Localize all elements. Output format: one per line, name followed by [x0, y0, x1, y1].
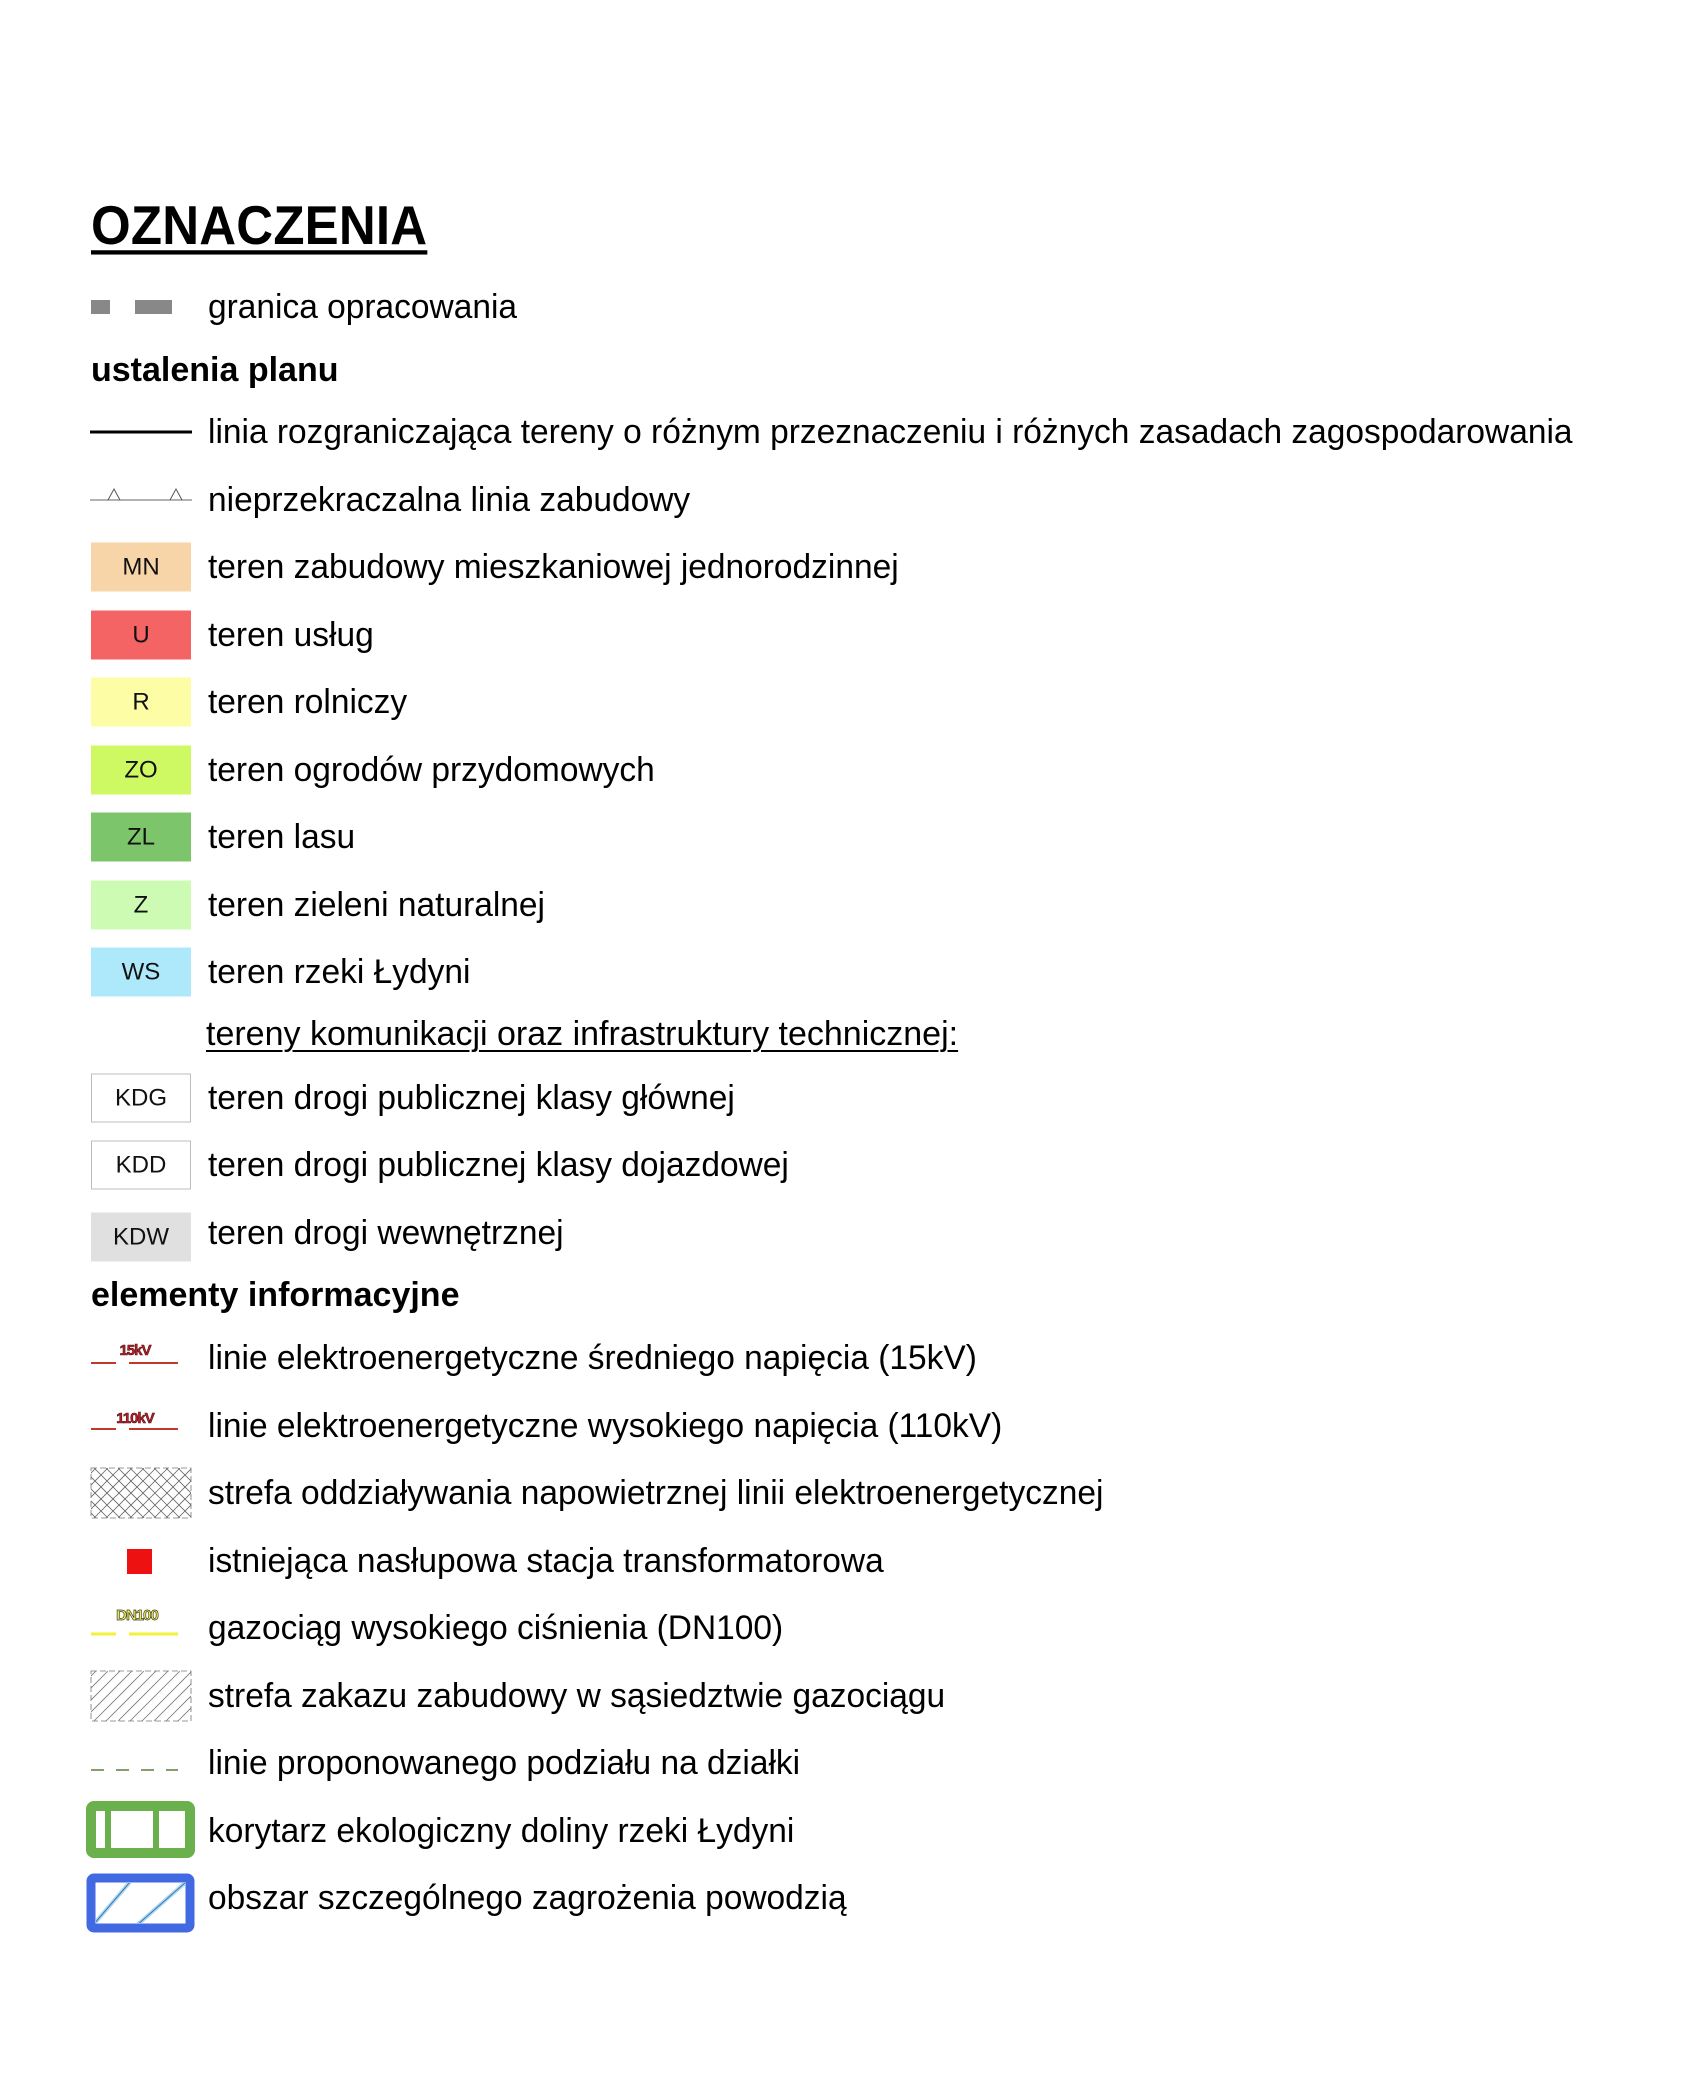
legend-label-kdd: teren drogi publicznej klasy dojazdowej: [208, 1146, 789, 1184]
legend-label-15kv: linie elektroenergetyczne średniego napięcia (15kV): [208, 1339, 977, 1377]
crosshatch-zone-icon: [86, 1458, 198, 1528]
legend-label-flood-zone: obszar szczególnego zagrożenia powodzią: [208, 1879, 847, 1917]
subheading-transport: tereny komunikacji oraz infrastruktury technicznej:: [206, 1015, 959, 1053]
legend-label-mn: teren zabudowy mieszkaniowej jednorodzinnej: [208, 548, 899, 586]
power-line-110kv-icon: [86, 1391, 198, 1461]
swatch-kdw: KDW: [91, 1213, 191, 1262]
legend-label-transformer: istniejąca nasłupowa stacja transformatorowa: [208, 1542, 884, 1580]
legend-label-z: teren zieleni naturalnej: [208, 886, 545, 924]
swatch-zl: ZL: [91, 813, 191, 862]
legend-label-gas-zone: strefa zakazu zabudowy w sąsiedztwie gazociągu: [208, 1677, 946, 1715]
section-heading-info: elementy informacyjne: [91, 1276, 460, 1314]
legend-label-zl: teren lasu: [208, 818, 356, 856]
swatch-r: R: [91, 678, 191, 727]
legend-label-ws: teren rzeki Łydyni: [208, 953, 471, 991]
legend-title: OZNACZENIA: [91, 194, 428, 256]
legend-label-eco-corridor: korytarz ekologiczny doliny rzeki Łydyni: [208, 1812, 795, 1850]
swatch-kdd: KDD: [91, 1141, 191, 1190]
boundary-symbol-icon: [86, 272, 198, 342]
legend-label-u: teren usług: [208, 616, 374, 654]
legend-label-110kv: linie elektroenergetyczne wysokiego napięcia (110kV): [208, 1407, 1003, 1445]
ecological-corridor-icon: [86, 1796, 198, 1866]
legend-label-r: teren rolniczy: [208, 683, 408, 721]
legend-label-boundary: granica opracowania: [208, 288, 518, 326]
building-line-triangles-icon: [86, 465, 198, 535]
swatch-ws: WS: [91, 948, 191, 997]
swatch-u: U: [91, 611, 191, 660]
swatch-kdg: KDG: [91, 1074, 191, 1123]
swatch-zo: ZO: [91, 746, 191, 795]
legend-label-kdg: teren drogi publicznej klasy głównej: [208, 1079, 735, 1117]
solid-line-icon: [86, 397, 198, 467]
legend-label-boundary-line: linia rozgraniczająca tereny o różnym przeznaczeniu i różnych zasadach zagospodarowania: [208, 413, 1573, 451]
legend-label-building-line: nieprzekraczalna linia zabudowy: [208, 481, 691, 519]
green-dashed-line-icon: [86, 1728, 198, 1798]
section-heading-plan: ustalenia planu: [91, 351, 339, 389]
legend-label-zo: teren ogrodów przydomowych: [208, 751, 655, 789]
swatch-mn: MN: [91, 543, 191, 592]
swatch-z: Z: [91, 881, 191, 930]
tag-15kv: 15kV: [119, 1342, 151, 1359]
gas-line-icon: [86, 1593, 198, 1663]
diagonal-hatch-zone-icon: [86, 1661, 198, 1731]
power-line-15kv-icon: [86, 1323, 198, 1393]
flood-zone-icon: [86, 1870, 198, 1940]
legend-label-power-zone: strefa oddziaływania napowietrznej linii elektroenergetycznej: [208, 1474, 1104, 1512]
legend-label-parcel-lines: linie proponowanego podziału na działki: [208, 1744, 801, 1782]
tag-dn100: DN100: [116, 1607, 158, 1624]
legend-label-gas-line: gazociąg wysokiego ciśnienia (DN100): [208, 1609, 784, 1647]
legend-label-kdw: teren drogi wewnętrznej: [208, 1214, 564, 1252]
tag-110kv: 110kV: [116, 1410, 154, 1427]
transformer-station-icon: [86, 1526, 198, 1596]
